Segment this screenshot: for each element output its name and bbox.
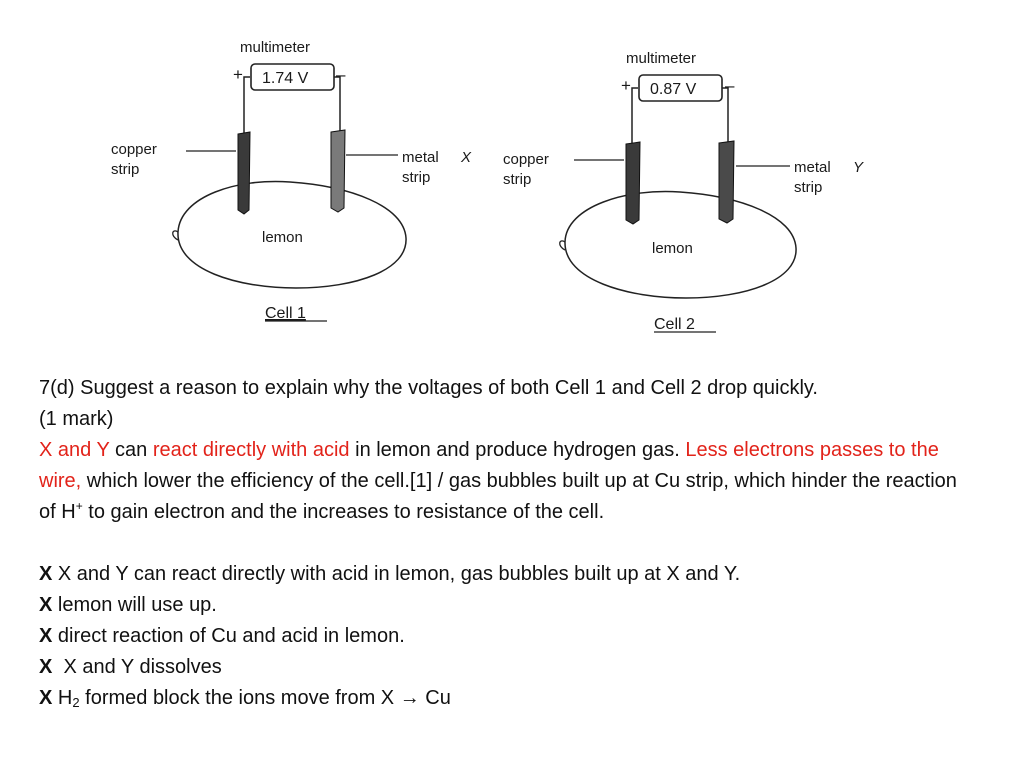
cell1-caption: Cell 1 — [265, 305, 306, 322]
cell2-copper-label: copper — [503, 151, 549, 168]
wrong-answer-4: X X and Y dissolves — [39, 656, 222, 678]
cell1-metal-label: metal — [402, 149, 439, 166]
cell-2 — [503, 50, 864, 333]
cell2-metal-label: metal — [794, 159, 831, 176]
question-line-1: 7(d) Suggest a reason to explain why the voltages of both Cell 1 and Cell 2 drop quickly. — [39, 377, 818, 399]
question-answer-text — [39, 373, 959, 714]
cell2-minus-sign: – — [725, 76, 735, 95]
cell1-positive-wire — [244, 77, 250, 136]
cell1-multimeter-label: multimeter — [240, 39, 311, 56]
question-marks: (1 mark) — [39, 408, 114, 430]
cell1-copper-strip — [238, 132, 250, 214]
cell1-metal-strip-label: strip — [402, 169, 431, 186]
cell1-minus-sign: – — [336, 65, 346, 84]
cell2-metal-letter: Y — [853, 159, 864, 176]
cell1-strip-label: strip — [111, 161, 140, 178]
cell2-caption: Cell 2 — [654, 316, 695, 333]
wrong-answer-5: X $H_2$ formed block the ions move from X → Cu — [39, 687, 451, 710]
cell2-lemon-label: lemon — [652, 240, 693, 257]
wrong-answer-1: X X and Y can react directly with acid in lemon, gas bubbles built up at X and Y. — [39, 563, 741, 585]
cell2-plus-sign: + — [621, 76, 631, 95]
cell2-metal-strip-label: strip — [794, 179, 823, 196]
lemon-cells-diagram — [0, 0, 1024, 350]
cell2-metal-y-strip — [719, 141, 734, 223]
cell1-copper-label: copper — [111, 141, 157, 158]
question-text — [39, 373, 959, 435]
cell2-voltage-reading: 0.87 V — [650, 81, 697, 98]
cell1-lemon-label: lemon — [262, 229, 303, 246]
wrong-mark: X — [39, 687, 53, 709]
cell2-multimeter-label: multimeter — [626, 50, 697, 67]
wrong-mark: X — [39, 656, 53, 678]
wrong-mark: X — [39, 594, 53, 616]
answer-react-directly: react directly with acid — [152, 439, 350, 461]
cell2-strip-label: strip — [503, 171, 532, 188]
wrong-answer-2: X lemon will use up. — [39, 594, 217, 616]
wrong-answer-3: X direct reaction of Cu and acid in lemon. — [39, 625, 405, 647]
cell1-negative-wire — [334, 77, 340, 134]
cell1-metal-x-strip — [331, 130, 345, 212]
cell2-copper-strip — [626, 142, 640, 224]
model-answer: X and Y can react directly with acid in lemon and produce hydrogen gas. Less electrons passes to the wire, which lower the efficiency of the cell.[1] / gas bubbles built up at Cu strip, which hinder the reaction of H+ to gain electron and the increases to resistance of the cell. — [39, 439, 957, 523]
wrong-mark: X — [39, 563, 53, 585]
cell1-metal-letter: X — [461, 149, 472, 166]
cell2-positive-wire — [632, 88, 638, 146]
answer-less-electrons: Less electrons passes to the wire, — [39, 439, 939, 492]
cell-1 — [111, 39, 472, 322]
wrong-mark: X — [39, 625, 53, 647]
cell1-voltage-reading: 1.74 V — [262, 70, 309, 87]
answer-x-and-y: X and Y — [39, 439, 110, 461]
cell2-negative-wire — [722, 88, 728, 145]
cell1-plus-sign: + — [233, 65, 243, 84]
